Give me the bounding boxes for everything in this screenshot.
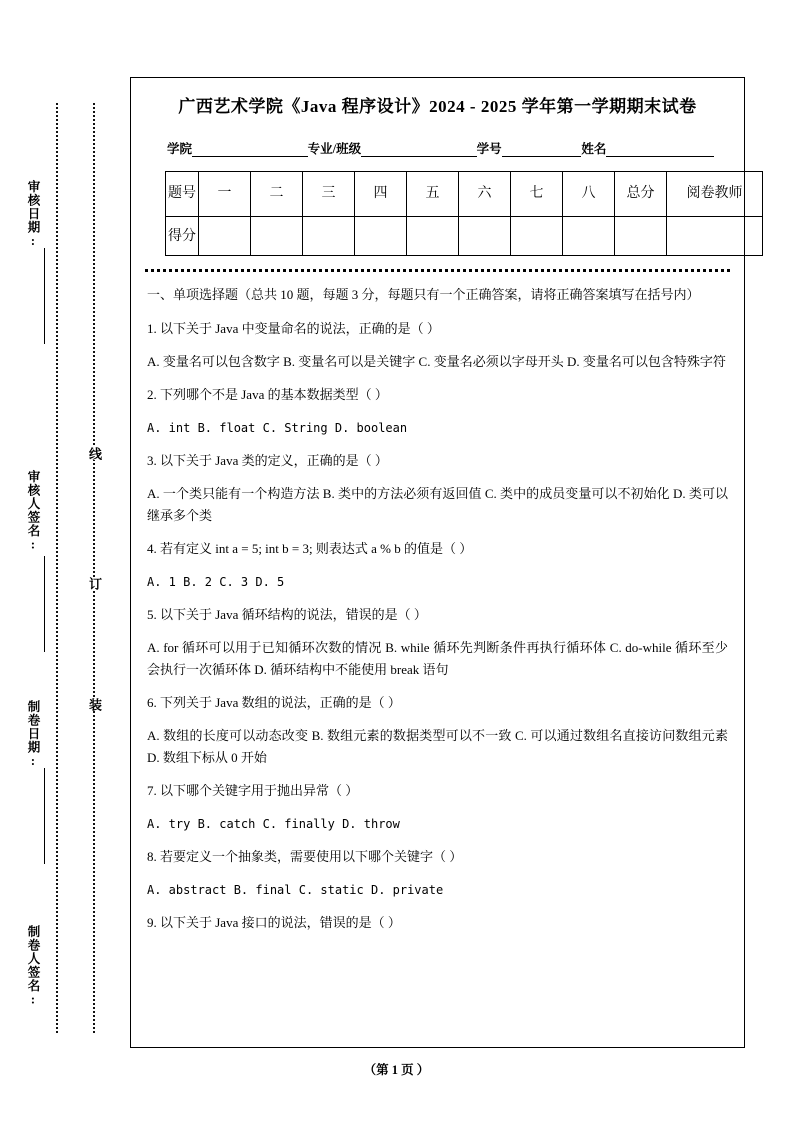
student-info-line	[167, 139, 714, 157]
field-label-college: 学院	[167, 142, 193, 156]
row-header-question-no: 题号	[166, 172, 199, 217]
score-cell-2[interactable]	[251, 217, 303, 256]
question-9-stem: 9. 以下关于 Java 接口的说法，错误的是（ ）	[147, 915, 401, 930]
vertical-label-printer-sign: 制卷人签名:	[26, 925, 40, 1008]
vertical-rule-2	[44, 556, 45, 652]
field-label-major-class: 专业/班级	[307, 142, 362, 156]
binding-dotted-line-inner	[93, 103, 95, 1033]
question-4-stem: 4. 若有定义 int a = 5; int b = 3; 则表达式 a % b 的值是（ ）	[147, 541, 473, 556]
page-title: 广西艺术学院《Java 程序设计》2024 - 2025 学年第一学期期末试卷	[178, 97, 697, 116]
field-blank-college[interactable]	[192, 143, 308, 157]
score-col-2: 二	[251, 172, 303, 217]
field-blank-name[interactable]	[606, 143, 714, 157]
exam-paper-sheet	[130, 77, 745, 1048]
field-label-name: 姓名	[581, 142, 607, 156]
question-2-stem: 2. 下列哪个不是 Java 的基本数据类型（ ）	[147, 387, 388, 402]
vertical-label-print-date: 制卷日期:	[26, 700, 40, 769]
field-label-student-id: 学号	[476, 142, 502, 156]
score-cell-8[interactable]	[563, 217, 615, 256]
question-3-options: A. 一个类只能有一个构造方法 B. 类中的方法必须有返回值 C. 类中的成员变量可以不初始化 D. 类可以继承多个类	[147, 486, 728, 523]
score-cell-total[interactable]	[615, 217, 667, 256]
question-6-options: A. 数组的长度可以动态改变 B. 数组元素的数据类型可以不一致 C. 可以通过数组名直接访问数组元素 D. 数组下标从 0 开始	[147, 728, 728, 765]
section-heading-single-choice: 一、单项选择题（总共 10 题，每题 3 分，每题只有一个正确答案，请将正确答案填写在括号内）	[147, 287, 700, 302]
question-3-stem: 3. 以下关于 Java 类的定义，正确的是（ ）	[147, 453, 388, 468]
dotted-separator	[145, 269, 730, 272]
score-col-total: 总分	[615, 172, 667, 217]
question-7-options: A. try B. catch C. finally D. throw	[147, 817, 400, 831]
table-row-question-numbers	[166, 172, 763, 217]
binding-mark-zhuang: 装	[84, 698, 104, 711]
score-cell-teacher[interactable]	[667, 217, 763, 256]
score-col-8: 八	[563, 172, 615, 217]
binding-mark-ding: 订	[84, 577, 104, 590]
questions-body	[145, 284, 730, 934]
score-cell-4[interactable]	[355, 217, 407, 256]
question-2-options: A. int B. float C. String D. boolean	[147, 421, 408, 435]
score-cell-3[interactable]	[303, 217, 355, 256]
question-8-stem: 8. 若要定义一个抽象类，需要使用以下哪个关键字（ ）	[147, 849, 463, 864]
question-6-stem: 6. 下列关于 Java 数组的说法，正确的是（ ）	[147, 695, 401, 710]
question-4-options: A. 1 B. 2 C. 3 D. 5	[147, 575, 285, 589]
question-7-stem: 7. 以下哪个关键字用于抛出异常（ ）	[147, 783, 359, 798]
question-1-stem: 1. 以下关于 Java 中变量命名的说法，正确的是（ ）	[147, 321, 440, 336]
score-col-5: 五	[407, 172, 459, 217]
table-row-scores	[166, 217, 763, 256]
score-col-4: 四	[355, 172, 407, 217]
question-1-options: A. 变量名可以包含数字 B. 变量名可以是关键字 C. 变量名必须以字母开头 D. 变量名可以包含特殊字符	[147, 354, 726, 369]
score-col-7: 七	[511, 172, 563, 217]
row-header-score: 得分	[166, 217, 199, 256]
score-col-teacher: 阅卷教师	[667, 172, 763, 217]
score-cell-7[interactable]	[511, 217, 563, 256]
score-col-1: 一	[199, 172, 251, 217]
binding-dotted-line-outer	[56, 103, 58, 1033]
left-margin-zone	[0, 0, 130, 1122]
binding-mark-xian: 线	[84, 447, 104, 460]
score-col-3: 三	[303, 172, 355, 217]
question-5-stem: 5. 以下关于 Java 循环结构的说法，错误的是（ ）	[147, 607, 427, 622]
score-cell-5[interactable]	[407, 217, 459, 256]
vertical-rule-3	[44, 768, 45, 864]
score-cell-6[interactable]	[459, 217, 511, 256]
score-table-wrapper	[165, 171, 743, 256]
score-table	[165, 171, 763, 256]
vertical-label-review-date: 审核日期:	[26, 180, 40, 249]
field-blank-student-id[interactable]	[502, 143, 582, 157]
vertical-label-reviewer-sign: 审核人签名:	[26, 470, 40, 553]
score-cell-1[interactable]	[199, 217, 251, 256]
vertical-rule-1	[44, 248, 45, 344]
question-8-options: A. abstract B. final C. static D. private	[147, 883, 444, 897]
score-col-6: 六	[459, 172, 511, 217]
page-footer: （第 1 页 ）	[363, 1063, 430, 1077]
question-5-options: A. for 循环可以用于已知循环次数的情况 B. while 循环先判断条件再执行循环体 C. do-while 循环至少会执行一次循环体 D. 循环结构中不能使用 break 语句	[147, 640, 728, 677]
field-blank-major-class[interactable]	[361, 143, 477, 157]
